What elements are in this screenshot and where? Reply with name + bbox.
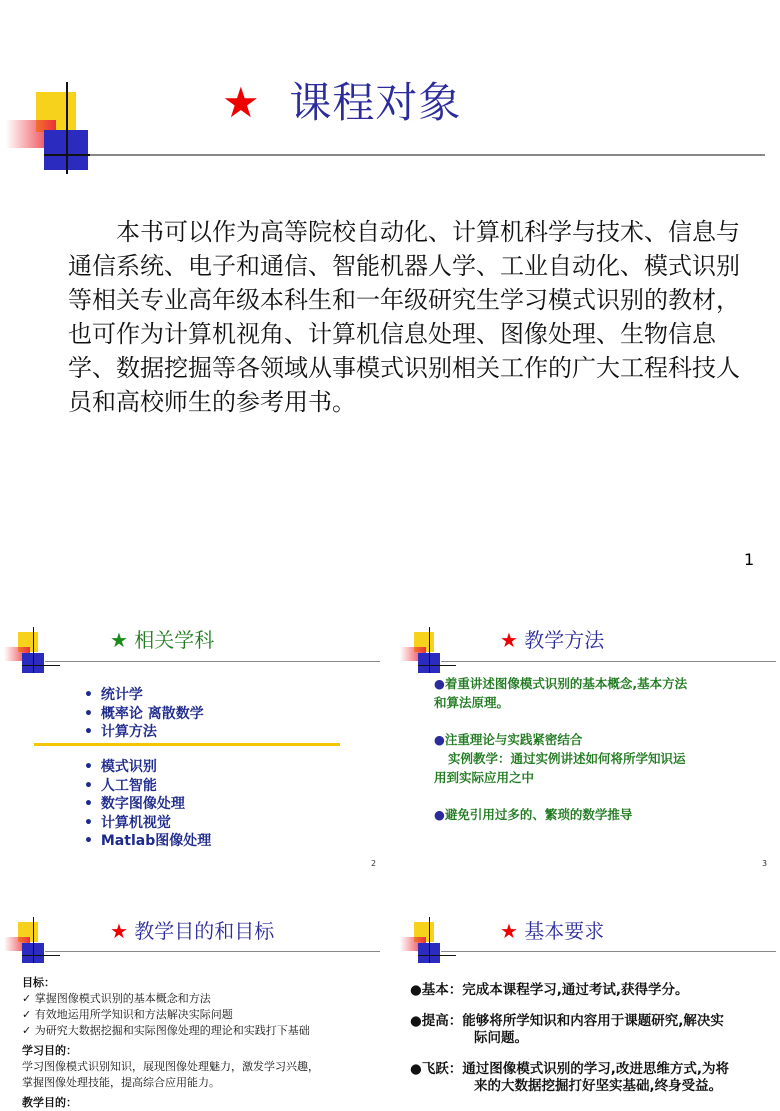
purpose-line: 学习图像模式识别知识，展现图像处理魅力，激发学习兴趣， [22, 1060, 319, 1073]
list-item-continuation: 实例教学：通过实例讲述如何将所学知识运 [448, 751, 686, 766]
teach-heading: 教学目的： [22, 1096, 77, 1109]
goal-item: ✓ 有效地运用所学知识和方法解决实际问题 [22, 1008, 233, 1021]
page-number: 3 [762, 859, 768, 868]
page-number: 2 [371, 859, 377, 868]
list-item: • 计算机视觉 [84, 814, 171, 831]
star-icon: ★ [500, 919, 518, 943]
list-item-continuation: 际问题。 [474, 1030, 528, 1046]
slide-title: ★ 课程对象 [222, 78, 462, 127]
list-item: ●飞跃：通过图像模式识别的学习,改进思维方式,为将 [410, 1061, 730, 1077]
title-underline [441, 951, 776, 952]
list-item: • 计算方法 [84, 724, 157, 740]
star-icon: ★ [500, 628, 518, 652]
requirements-list [410, 982, 778, 1095]
list-item: ●注重理论与实践紧密结合 [434, 732, 583, 747]
slide-5 [396, 905, 780, 1102]
list-item: • 统计学 [84, 687, 143, 703]
title-underline [45, 951, 380, 952]
list-item: • 模式识别 [84, 759, 157, 775]
list-item: • 数字图像处理 [84, 796, 185, 812]
list-item: ●着重讲述图像模式识别的基本概念,基本方法 [434, 676, 688, 691]
title-underline [441, 661, 776, 662]
corner-decoration [0, 80, 120, 180]
title-underline [90, 154, 765, 156]
star-icon: ★ [222, 78, 261, 127]
list-item-continuation: 来的大数据挖掘打好坚实基础,终身受益。 [474, 1078, 723, 1094]
slide-title: ★ 教学方法 [500, 628, 605, 652]
slide-title: ★ 相关学科 [110, 628, 215, 652]
corner-decoration [396, 917, 456, 977]
list-item-continuation: 用到实际应用之中 [434, 770, 535, 785]
purpose-heading: 学习目的： [22, 1044, 77, 1057]
goals-text [22, 975, 382, 1111]
slide-title: ★ 教学目的和目标 [110, 919, 275, 943]
slide-2 [0, 612, 385, 874]
slide-title: ★ 基本要求 [500, 919, 605, 943]
list-item: ●提高：能够将所学知识和内容用于课题研究,解决实 [410, 1013, 724, 1029]
title-underline [45, 661, 380, 662]
corner-decoration [0, 917, 60, 977]
slide-3 [396, 612, 780, 874]
goal-heading: 目标： [22, 976, 55, 989]
star-icon: ★ [110, 919, 128, 943]
purpose-line: 掌握图像处理技能，提高综合应用能力。 [22, 1076, 220, 1089]
list-item: • Matlab图像处理 [84, 833, 212, 849]
body-paragraph: 本书可以作为高等院校自动化、计算机科学与技术、信息与通信系统、电子和通信、智能机器人学、工业自动化、模式识别等相关专业高年级本科生和一年级研究生学习模式识别的教材，也可作为计算机视角、计算机信息处理、图像处理、生物信息学、数据挖掘等各领域从事模式识别相关工作的广大工程科技人员和高校师生的参考用书。 [68, 218, 740, 416]
list-item: ●基本：完成本课程学习,通过考试,获得学分。 [410, 982, 689, 998]
list-item-continuation: 和算法原理。 [434, 695, 510, 710]
star-icon: ★ [110, 628, 128, 652]
goal-item: ✓ 掌握图像模式识别的基本概念和方法 [22, 992, 211, 1005]
list-item: • 概率论 离散数学 [84, 705, 204, 722]
list-item: ●避免引用过多的、繁琐的数学推导 [434, 807, 633, 822]
goal-item: ✓ 为研究大数据挖掘和实际图像处理的理论和实践打下基础 [22, 1024, 310, 1037]
divider [34, 743, 340, 746]
subject-list-a [84, 686, 204, 742]
subject-list-b [84, 758, 211, 851]
corner-decoration [0, 627, 60, 687]
slide-4 [0, 905, 385, 1109]
list-item: • 人工智能 [84, 777, 157, 794]
method-list [434, 674, 778, 824]
page-number: 1 [744, 550, 755, 569]
